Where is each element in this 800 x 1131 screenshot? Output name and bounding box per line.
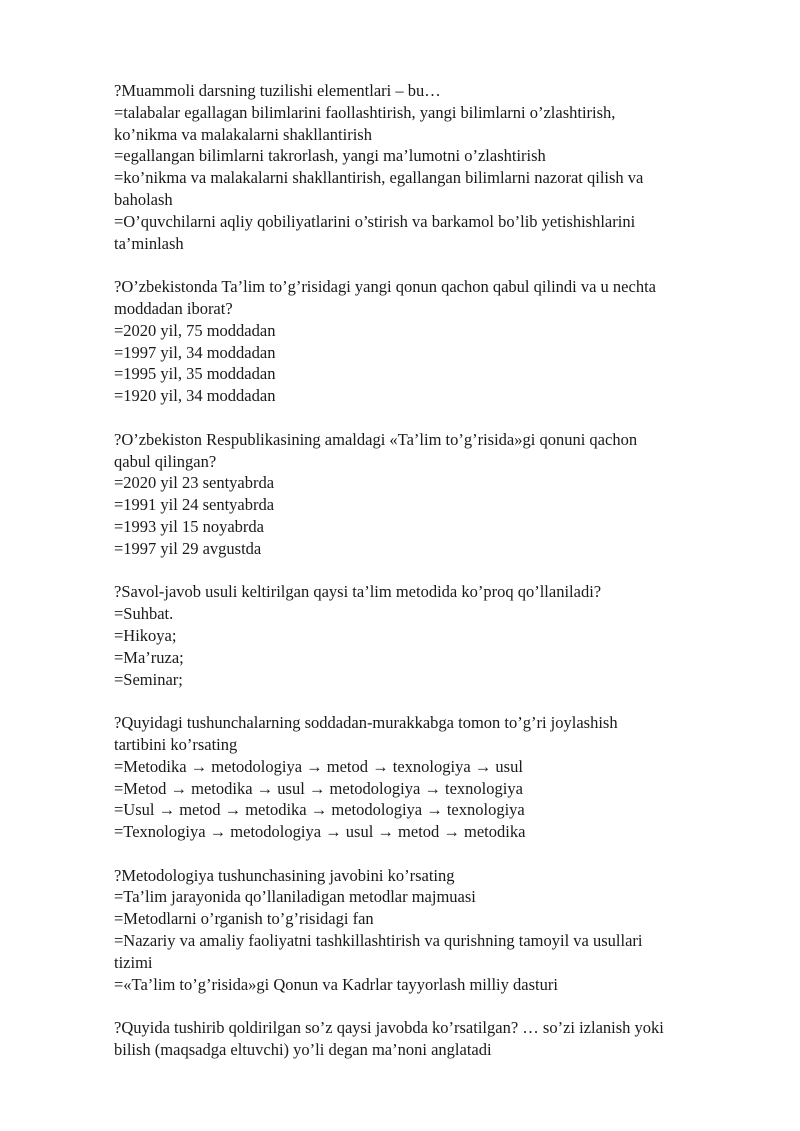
answer-line: =1997 yil, 34 moddadan [114,342,276,362]
answer-line: =Metodika → metodologiya → metod → texnologiya → usul [114,756,523,776]
answer-line: tartibini ko’rsating [114,734,238,754]
answer-line: =Usul → metod → metodika → metodologiya → texnologiya [114,800,525,820]
answer-line: =Texnologiya → metodologiya → usul → metod → metodika [114,822,526,842]
question-block [114,1017,754,1061]
answer-line: =O’quvchilarni aqliy qobiliyatlarini o’stirish va barkamol bo’lib yetishishlarini [114,211,636,231]
answer-line: =1993 yil 15 noyabrda [114,516,264,536]
answer-line: =Nazariy va amaliy faoliyatni tashkillashtirish va qurishning tamoyil va usullari [114,931,643,951]
answer-line: moddadan iborat? [114,298,233,318]
answer-line: tizimi [114,952,153,972]
question-text: ?O’zbekiston Respublikasining amaldagi «Ta’lim to’g’risida»gi qonuni qachon [114,429,638,449]
question-text: ?Metodologiya tushunchasining javobini ko’rsating [114,865,455,885]
answer-line: =talabalar egallagan bilimlarini faollashtirish, yangi bilimlarni o’zlashtirish, [114,102,616,122]
question-block [114,80,754,254]
question-text: ?Muammoli darsning tuzilishi elementlari – bu… [114,81,441,100]
answer-line: baholash [114,189,173,209]
answer-line: =egallangan bilimlarni takrorlash, yangi ma’lumotni o’zlashtirish [114,146,546,166]
question-text: ?O’zbekistonda Ta’lim to’g’risidagi yangi qonun qachon qabul qilindi va u nechta [114,277,656,297]
question-block [114,865,754,996]
answer-line: =Seminar; [114,669,183,689]
question-text: ?Quyidagi tushunchalarning soddadan-murakkabga tomon to’g’ri joylashish [114,713,618,733]
question-block [114,581,754,690]
answer-line: =1920 yil, 34 moddadan [114,386,276,406]
answer-line: =ko’nikma va malakalarni shakllantirish, egallangan bilimlarni nazorat qilish va [114,168,644,188]
answer-line: =2020 yil 23 sentyabrda [114,473,275,493]
answer-line: =Suhbat. [114,604,174,624]
answer-line: =Metodlarni o’rganish to’g’risidagi fan [114,909,374,929]
answer-line: qabul qilingan? [114,451,217,471]
answer-line: =Ma’ruza; [114,647,184,667]
question-text: ?Quyida tushirib qoldirilgan so’z qaysi javobda ko’rsatilgan? … so’zi izlanish yoki [114,1018,664,1038]
answer-line: ko’nikma va malakalarni shakllantirish [114,124,372,144]
answer-line: =1997 yil 29 avgustda [114,538,262,558]
answer-line: =2020 yil, 75 moddadan [114,320,276,340]
document-page [114,80,754,1083]
answer-line: =«Ta’lim to’g’risida»gi Qonun va Kadrlar tayyorlash milliy dasturi [114,974,558,994]
answer-line: =1991 yil 24 sentyabrda [114,495,275,515]
question-block [114,712,754,843]
answer-line: =Metod → metodika → usul → metodologiya → texnologiya [114,778,523,798]
answer-line: =1995 yil, 35 moddadan [114,364,276,384]
question-text: ?Savol-javob usuli keltirilgan qaysi ta’lim metodida ko’proq qo’llaniladi? [114,582,602,602]
answer-line: =Hikoya; [114,625,177,645]
question-block [114,429,754,560]
question-block [114,276,754,407]
answer-line: bilish (maqsadga eltuvchi) yo’li degan ma’noni anglatadi [114,1040,492,1060]
answer-line: =Ta’lim jarayonida qo’llaniladigan metodlar majmuasi [114,887,476,907]
answer-line: ta’minlash [114,233,184,253]
